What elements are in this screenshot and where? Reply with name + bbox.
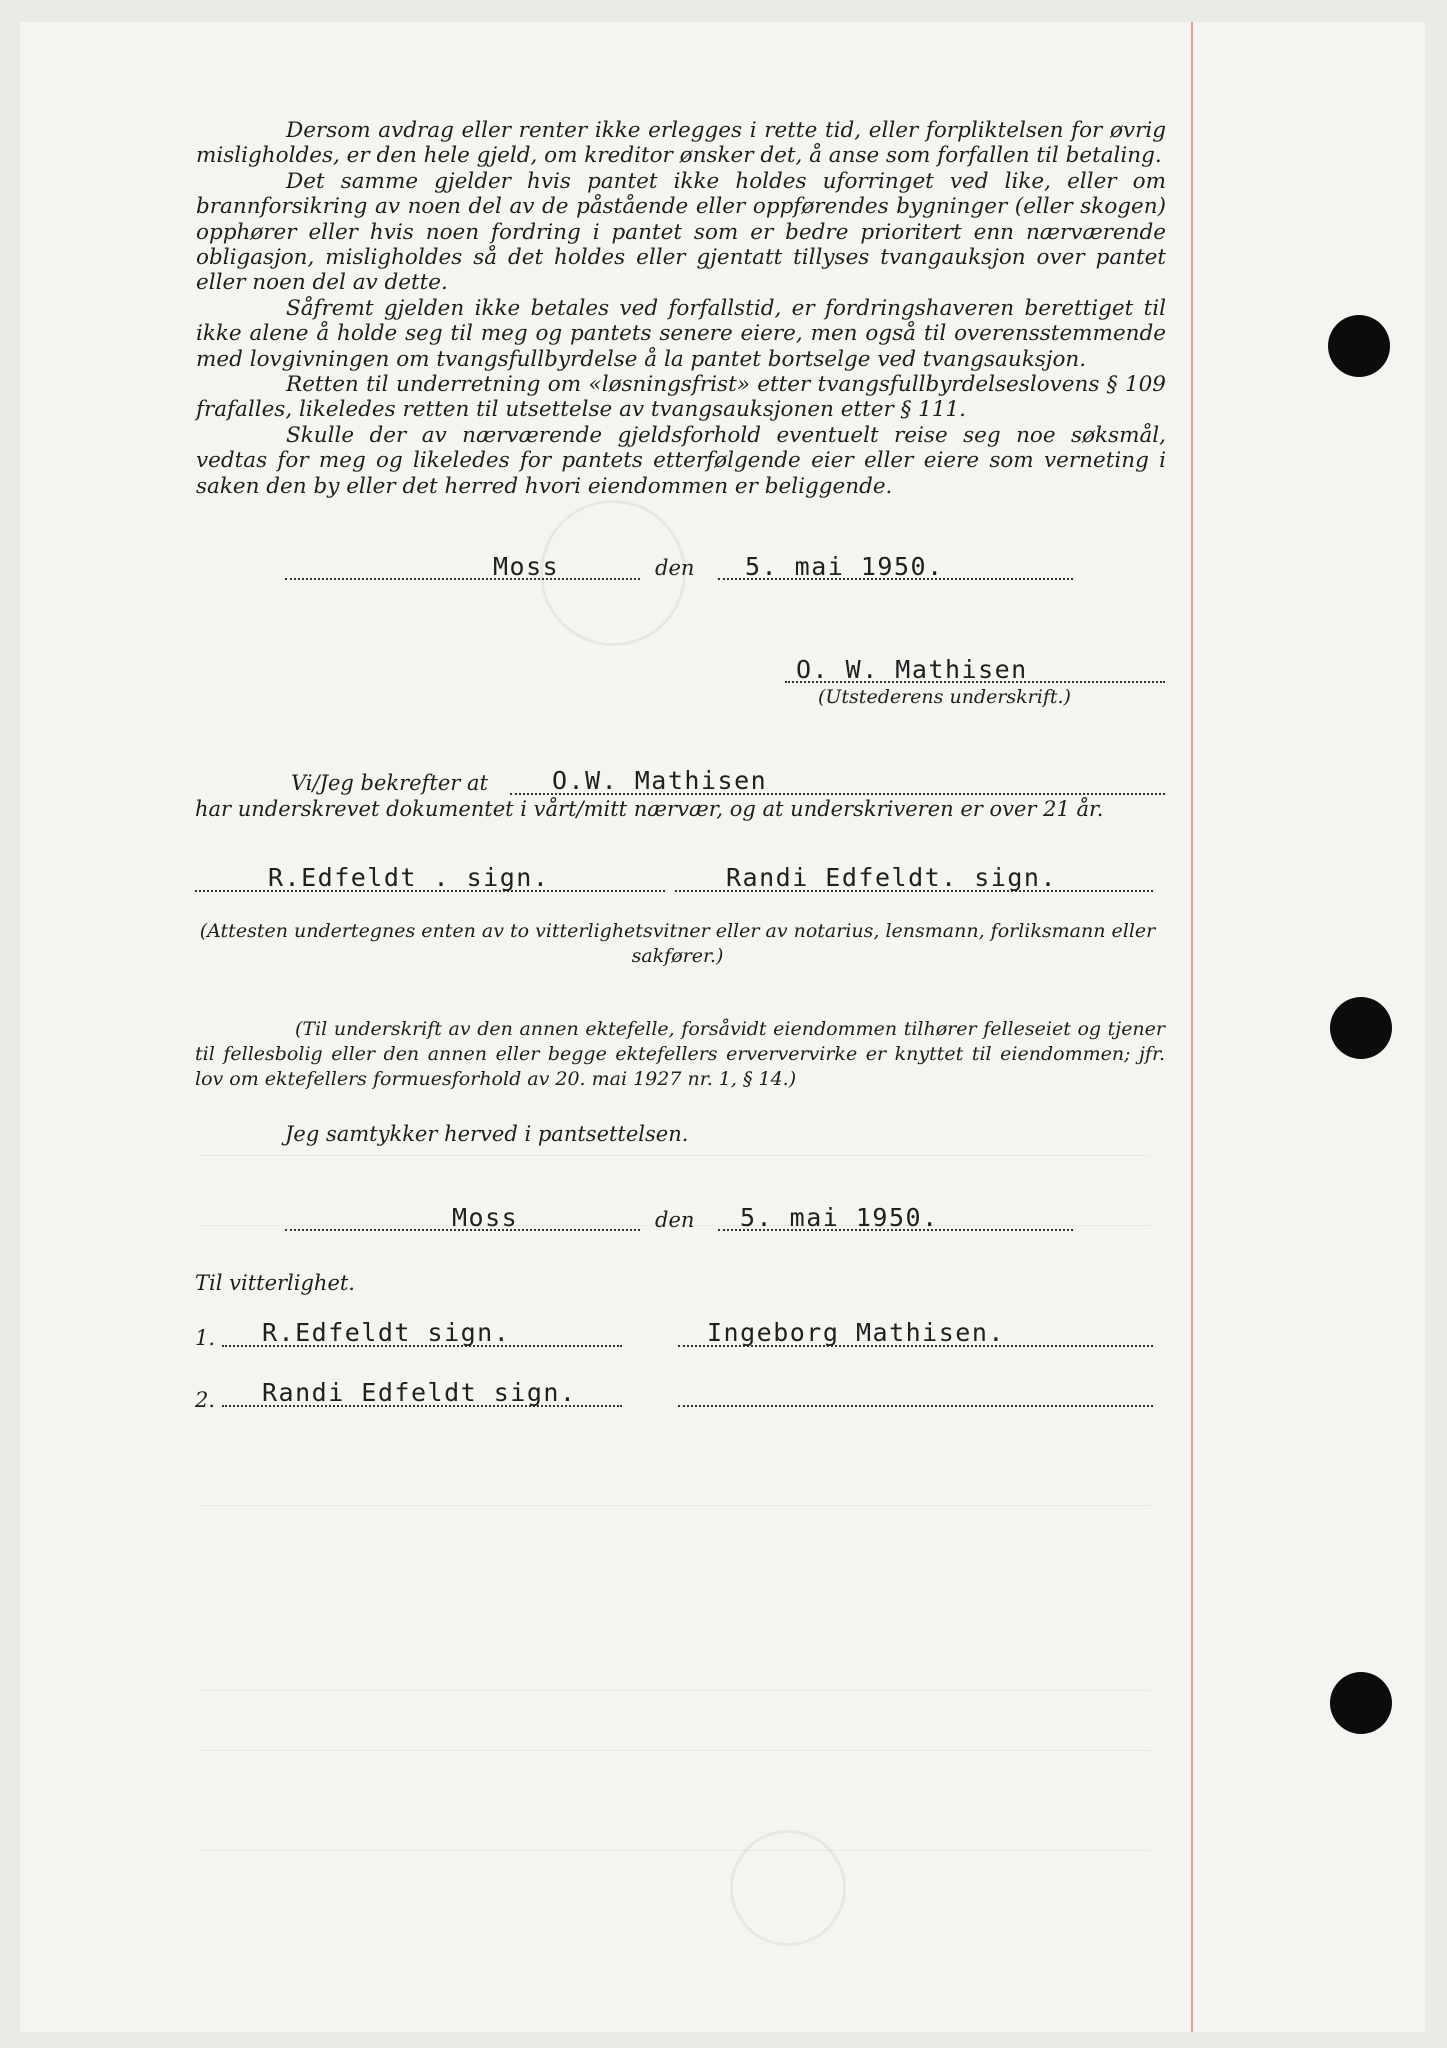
confirmation-prefix: Vi/Jeg bekrefter at [291, 771, 488, 795]
place: Moss [493, 552, 560, 581]
witness-right: Ingeborg Mathisen. [707, 1318, 1005, 1347]
consent-text: Jeg samtykker herved i pantsettelsen. [285, 1122, 689, 1146]
date: 5. mai 1950. [745, 552, 944, 581]
den-label: den [655, 556, 695, 580]
place: Moss [452, 1203, 519, 1232]
confirmation-name: O.W. Mathisen [552, 766, 768, 795]
witness-number: 2. [195, 1388, 216, 1412]
confirmation-text: har underskrevet dokumentet i vårt/mitt nærvær, og at underskriveren er over 21 år. [195, 797, 1104, 821]
paragraph-venue: Skulle der av nærværende gjeldsforhold eventuelt reise seg noe søksmål, vedtas for meg og likeledes for pantets etterfølgende eier eller eiere som verneting i saken den by eller det herred hvori eiendommen er beliggende. [196, 422, 1166, 499]
date: 5. mai 1950. [740, 1203, 939, 1232]
witness-right: Randi Edfeldt. sign. [726, 863, 1058, 892]
terms-paragraphs [196, 118, 1166, 499]
spouse-note: (Til underskrift av den annen ektefelle, forsåvidt eiendommen tilhører felleseiet og tjener til fellesbolig eller den annen eller begge ektefellers erververvirke er knyttet til eiendommen; jfr. lov om ektefellers formuesforhold av 20. mai 1927 nr. 1, § 14.) [195, 1018, 1165, 1090]
witness-heading: Til vitterlighet. [195, 1271, 355, 1295]
paragraph-security: Det samme gjelder hvis pantet ikke holdes uforringet ved like, eller om brannforsikring av noen del av de påstående eller oppførendes bygninger (eller skogen) opphører eller hvis noen fordring i pantet som er bedre prioritert enn nærværende obligasjon, misligholdes så det holdes eller gjentatt tillyses tvangauksjon over pantet eller noen del av dette. [196, 168, 1166, 296]
punch-hole [1330, 997, 1392, 1059]
margin-rule [1191, 22, 1193, 2032]
paragraph-due: Såfremt gjelden ikke betales ved forfallstid, er fordringshaveren berettiget til ikke alene å holde seg til meg og pantets senere eiere, men også til overensstemmende med lovgivningen om tvangsfullbyrdelse å la pantet bortselge ved tvangsauksjon. [196, 295, 1166, 372]
witness-left: Randi Edfeldt sign. [262, 1378, 577, 1407]
signature-caption: (Utstederens underskrift.) [818, 686, 1071, 708]
punch-hole [1330, 1672, 1392, 1734]
witness-number: 1. [195, 1326, 216, 1350]
den-label: den [655, 1208, 695, 1232]
attest-note: (Attesten undertegnes enten av to vitterlighetsvitner eller av notarius, lensmann, forliksmann eller sakfører.) [199, 920, 1156, 967]
punch-hole [1328, 315, 1390, 377]
paragraph-default: Dersom avdrag eller renter ikke erlegges i rette tid, eller forpliktelsen for øvrig misligholdes, er den hele gjeld, om kreditor ønsker det, å anse som forfallen til betaling. [196, 118, 1166, 169]
witness-left: R.Edfeldt . sign. [268, 863, 550, 892]
witness-left: R.Edfeldt sign. [262, 1318, 511, 1347]
signature: O. W. Mathisen [796, 655, 1028, 684]
paragraph-notice: Retten til underretning om «løsningsfrist» etter tvangsfullbyrdelseslovens § 109 frafalles, likeledes retten til utsettelse av tvangsauksjonen etter § 111. [196, 372, 1166, 423]
